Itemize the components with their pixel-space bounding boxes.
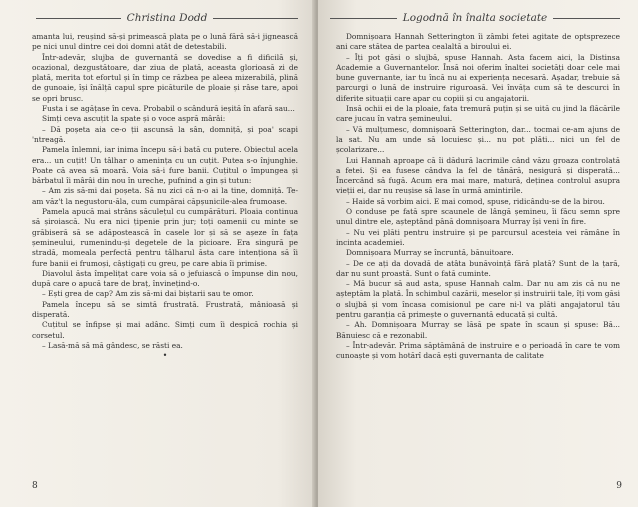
paragraph: Domnișoara Murray se încruntă, bănuitoare. [346, 248, 514, 258]
paragraph: – De ce ați da dovadă de atâta bunăvoință fără plată? Sunt de la țară, dar nu sunt proastă. Sunt o fată cuminte. [336, 258, 620, 278]
right-page [318, 0, 638, 507]
paragraph: – Haide să vorbim aici. E mai comod, spuse, ridicându-se de la birou. [346, 196, 605, 206]
right-page-header [330, 12, 620, 24]
paragraph: – Ah. Domnișoara Murray se lăsă pe spate în scaun și spuse: Bă... Bănuiesc că e rezonabil. [336, 320, 620, 340]
paragraph: – Ești grea de cap? Am zis să-mi dai biștarii sau te omor. [42, 289, 254, 299]
paragraph: – Vă mulțumesc, domnișoară Setterington, dar... tocmai ce-am ajuns de la sat. Nu am unde să locuiesc și... nu pot plăti... nici un fel de școlarizare... [336, 124, 620, 155]
right-running-title: Logodnă în înalta societate [402, 12, 548, 24]
paragraph: Simți ceva ascuțit la spate și o voce aspră mârâi: [42, 114, 226, 124]
paragraph: Domnișoara Hannah Setterington îi zâmbi fetei agitate de optsprezece ani care stătea de partea cealaltă a biroului ei. [336, 32, 620, 52]
paragraph: – Mă bucur să aud asta, spuse Hannah calm. Dar nu am zis că nu ne așteptăm la plată. În schimbul cazării, meselor și instruirii tale, îți vom găsi o slujbă și vom încasa comisionul pe care ni-l va plăti angajatorul tău pentru garanția că primește o guvernantă educată și cultă. [336, 279, 620, 320]
paragraph: Cuțitul se înfipse și mai adânc. Simți cum îi despică rochia și corsetul. [32, 320, 298, 340]
paragraph: Fusta i se agățase în ceva. Probabil o scândură ieșită în afară sau... [42, 104, 295, 114]
paragraph: Diavolul ăsta împelițat care voia să o jefuiască o împunse din nou, după care o apucă tare de braț, învinețind-o. [32, 268, 298, 289]
header-rule-left [36, 18, 121, 19]
left-page-header [36, 12, 298, 24]
paragraph: – Nu vei plăti pentru instruire și pe parcursul acesteia vei rămâne în incinta academiei. [336, 227, 620, 247]
paragraph: – Într-adevăr. Prima săptămână de instruire e o perioadă în care te vom cunoaște și vom hotărî dacă ești guvernanta de calitate [336, 340, 620, 361]
paragraph: – Am zis să-mi dai poșeta. Să nu zici că n-o ai la tine, domniță. Te-am văz't la negustoru-ăla, cum cumpărai căpșunicile-alea frumoase. [32, 186, 298, 206]
left-page-body [32, 32, 298, 361]
header-rule-right [553, 18, 620, 19]
right-page-body [336, 32, 620, 362]
header-rule-right [213, 18, 298, 19]
left-page-number: 8 [32, 481, 38, 491]
paragraph: amanta lui, reușind să-și primească plata pe o lună fără să-i jignească pe nici unul dintre cei doi domni atât de detestabili. [32, 32, 298, 52]
left-page [0, 0, 316, 507]
paragraph: Pamela apucă mai strâns săculețul cu cumpărături. Ploaia continua să șiroiască. Nu era nici țipenie prin jur; toți oamenii cu minte se grăbiseră să se adăpostească în casele lor și să se așeze în fața șemineului, rumenindu-și degetele de la picioare. Era singură pe stradă, momeala perfectă pentru tâlharul ăsta care intenționa să îi fure banii ei frumoși, câștigați cu greu, pe care abia îi primise. [32, 207, 298, 268]
paragraph: Într-adevăr, slujba de guvernantă se dovedise a fi dificilă și, ocazional, dezgustătoare, dar ziua de plată, aceasta glorioasă zi de plată, merita tot efortul și în timp ce răzbea pe aleea mizerabilă, plină de gunoaie, își înălță capul spre picăturile de ploaie și râse tare, apoi se opri brusc. [32, 52, 298, 103]
paragraph: Pamela începu să se simtă frustrată. Frustrată, mânioasă și disperată. [32, 299, 298, 320]
header-rule-left [330, 18, 397, 19]
paragraph: – Dă poșeta aia ce-o ții ascunsă la sân, domniță, și poa' scapi 'ntreagă. [32, 124, 298, 144]
right-page-number: 9 [616, 481, 622, 491]
paragraph: Pamela înlemni, iar inima începu să-i bată cu putere. Obiectul acela era... un cuțit! Un tâlhar o amenința cu un cuțit. Putea s-o înjunghie. Poate că avea să moară. Voia să-i fure banii. Cuțitul o împungea și bărbatul îi mârâi din nou în ureche, pufnind a gin și tutun: [32, 145, 298, 186]
paragraph: Lui Hannah aproape că îi dădură lacrimile când văzu groaza controlată a fetei. Și ea fusese cândva la fel de tânără, nesigură și disperată... Încercând să fugă. Acum era mai mare, matură, deținea controlul asupra vieții ei, dar nu reușise să lase în urmă amintirile. [336, 155, 620, 196]
paragraph: – Lasă-mă să mă gândesc, se răsti ea. [42, 340, 183, 350]
paragraph: Insă ochii ei de la ploaie, fata tremură puțin și se uită cu jind la flăcările care jucau în vatra șemineului. [336, 104, 620, 124]
left-running-title: Christina Dodd [126, 12, 208, 24]
paragraph: O conduse pe fată spre scaunele de lângă șemineu, îi făcu semn spre unul dintre ele, așteptând până domnișoara Murray își veni în fire. [336, 207, 620, 227]
section-separator: • [162, 351, 168, 361]
paragraph: – Îți pot găsi o slujbă, spuse Hannah. Asta facem aici, la Distinsa Academie a Guvernantelor. Însă noi oferim înaltei societăți doar cele mai bune guvernante, iar tu încă nu ai experiența necesară. Așadar, trebuie să parcurgi o lună de instruire riguroasă. Vei învăța cum să te descurci în diferite situații care apar cu copiii și cu angajatorii. [336, 52, 620, 103]
